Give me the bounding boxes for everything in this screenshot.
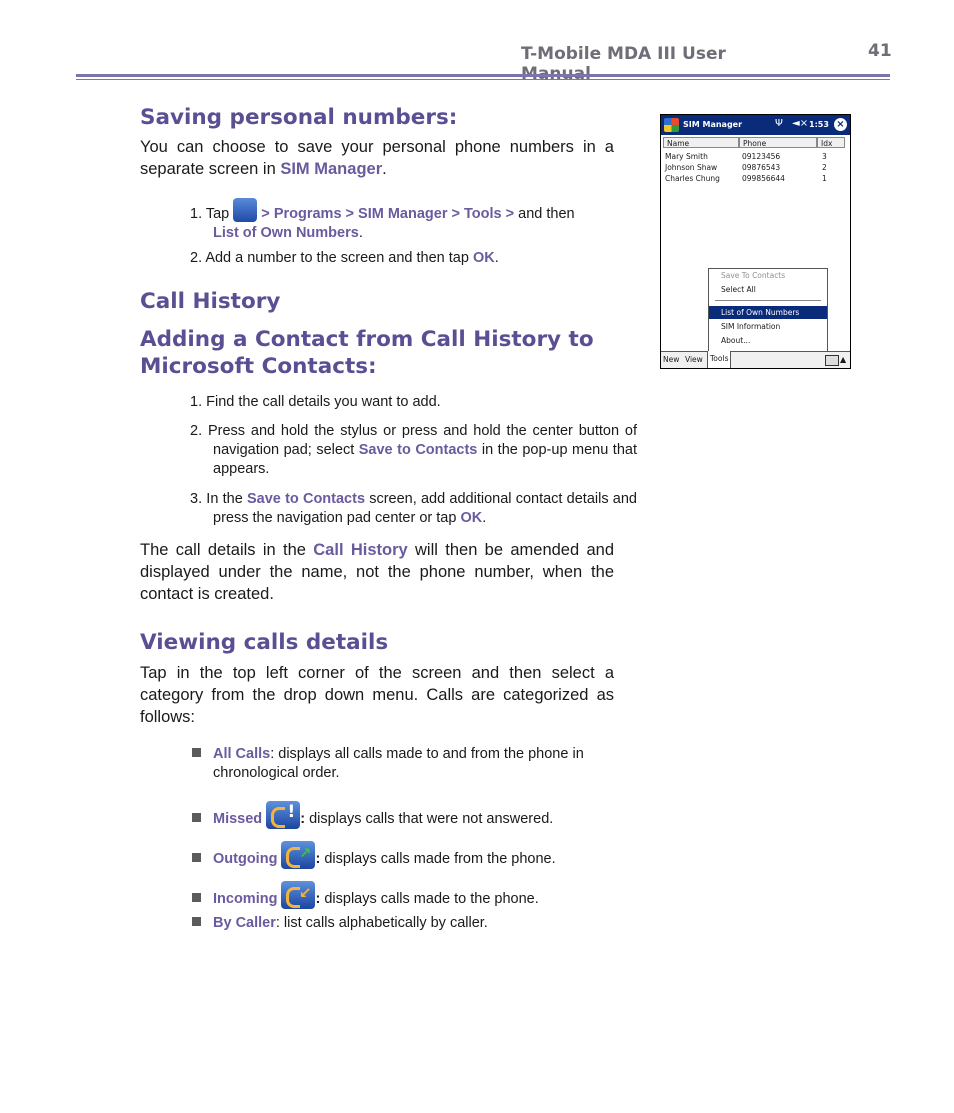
header-rule	[76, 74, 890, 77]
list-item-by-caller: By Caller: list calls alphabetically by caller.	[192, 914, 635, 933]
viewing-heading: Viewing calls details	[140, 630, 389, 655]
device-app-title: SIM Manager	[683, 120, 743, 129]
outgoing-call-icon: ↗	[281, 841, 315, 869]
bullet-square	[192, 893, 201, 902]
list-item-outgoing: Outgoing ↗ : displays calls made from the phone.	[192, 841, 635, 869]
menu-item-list-own-numbers: List of Own Numbers	[709, 306, 827, 319]
table-row: Mary Smith 09123456 3	[665, 152, 827, 161]
saving-step-2: 2. Add a number to the screen and then tap OK.	[190, 250, 499, 266]
menu-item-about: About...	[721, 336, 751, 345]
speaker-icon: ◄×	[792, 118, 809, 129]
tools-link: Tools	[464, 206, 502, 222]
saving-intro: You can choose to save your personal phone numbers in a separate screen in SIM Manager.	[140, 138, 614, 178]
menu-item-sim-information: SIM Information	[721, 322, 781, 331]
adding-step-3: 3. In the Save to Contacts screen, add additional contact details and press the navigation pad center or tap OK.	[190, 491, 637, 526]
call-history-label: Call History	[313, 541, 408, 559]
missed-call-icon: !	[266, 801, 300, 829]
save-to-contacts-label: Save to Contacts	[247, 491, 366, 507]
adding-heading: Adding a Contact from Call History to Microsoft Contacts:	[140, 327, 594, 379]
menubar-view: View	[685, 355, 703, 364]
call-details-paragraph: The call details in the Call History will then be amended and displayed under the name, not the phone number, when the contact is created.	[140, 541, 615, 603]
saving-step-1: 1. Tap > Programs > SIM Manager > Tools > and then List of Own Numbers.	[190, 198, 614, 243]
manual-title: T-Mobile MDA III User	[521, 44, 726, 64]
list-own-numbers-link: List of Own Numbers	[213, 225, 359, 241]
sim-manager-link: SIM Manager	[358, 206, 448, 222]
page-number: 41	[868, 41, 892, 61]
signal-antenna-icon: Ψ	[775, 118, 783, 129]
list-item-missed: Missed ! : displays calls that were not answered.	[192, 801, 635, 829]
table-row: Johnson Shaw 09876543 2	[665, 163, 827, 172]
header-rule-thin	[76, 79, 890, 80]
menu-item-select-all: Select All	[721, 285, 756, 294]
viewing-intro: Tap in the top left corner of the screen and then select a category from the drop down menu. Calls are categorized as follows:	[140, 664, 614, 726]
sim-manager-link: SIM Manager	[280, 160, 383, 178]
windows-start-icon	[233, 198, 257, 222]
bullet-square	[192, 853, 201, 862]
list-item-incoming: Incoming ↙ : displays calls made to the phone.	[192, 881, 635, 909]
windows-start-icon	[664, 118, 679, 132]
device-menu-bar	[661, 351, 850, 369]
device-clock: 1:53	[809, 120, 829, 129]
ok-label: OK	[460, 510, 483, 526]
tools-popup-menu	[708, 268, 828, 352]
menubar-tools: Tools	[707, 351, 731, 368]
keyboard-icon	[825, 355, 839, 366]
saving-heading: Saving personal numbers:	[140, 105, 458, 130]
bullet-square	[192, 813, 201, 822]
input-arrow-icon: ▲	[840, 355, 847, 364]
column-header-name: Name	[663, 137, 739, 148]
column-header-idx: Idx	[817, 137, 845, 148]
menu-item-save-to-contacts: Save To Contacts	[721, 271, 786, 280]
incoming-call-icon: ↙	[281, 881, 315, 909]
programs-link: Programs	[273, 206, 342, 222]
sim-manager-screenshot	[660, 114, 851, 369]
column-header-phone: Phone	[739, 137, 817, 148]
close-icon: ×	[834, 118, 847, 131]
menubar-new: New	[663, 355, 680, 364]
table-row: Charles Chung 099856644 1	[665, 174, 827, 183]
menu-separator	[715, 300, 821, 301]
device-title-bar	[661, 115, 850, 135]
list-item-all-calls: All Calls: displays all calls made to and from the phone in chronological order.	[192, 745, 635, 783]
save-to-contacts-label: Save to Contacts	[358, 442, 478, 458]
call-history-heading: Call History	[140, 289, 281, 314]
bullet-square	[192, 917, 201, 926]
bullet-square	[192, 748, 201, 757]
adding-step-2: 2. Press and hold the stylus or press and hold the center button of navigation pad; select Save to Contacts in the pop-up menu that appears.	[190, 423, 637, 477]
ok-label: OK	[472, 250, 495, 266]
adding-step-1: 1. Find the call details you want to add.	[190, 394, 441, 410]
